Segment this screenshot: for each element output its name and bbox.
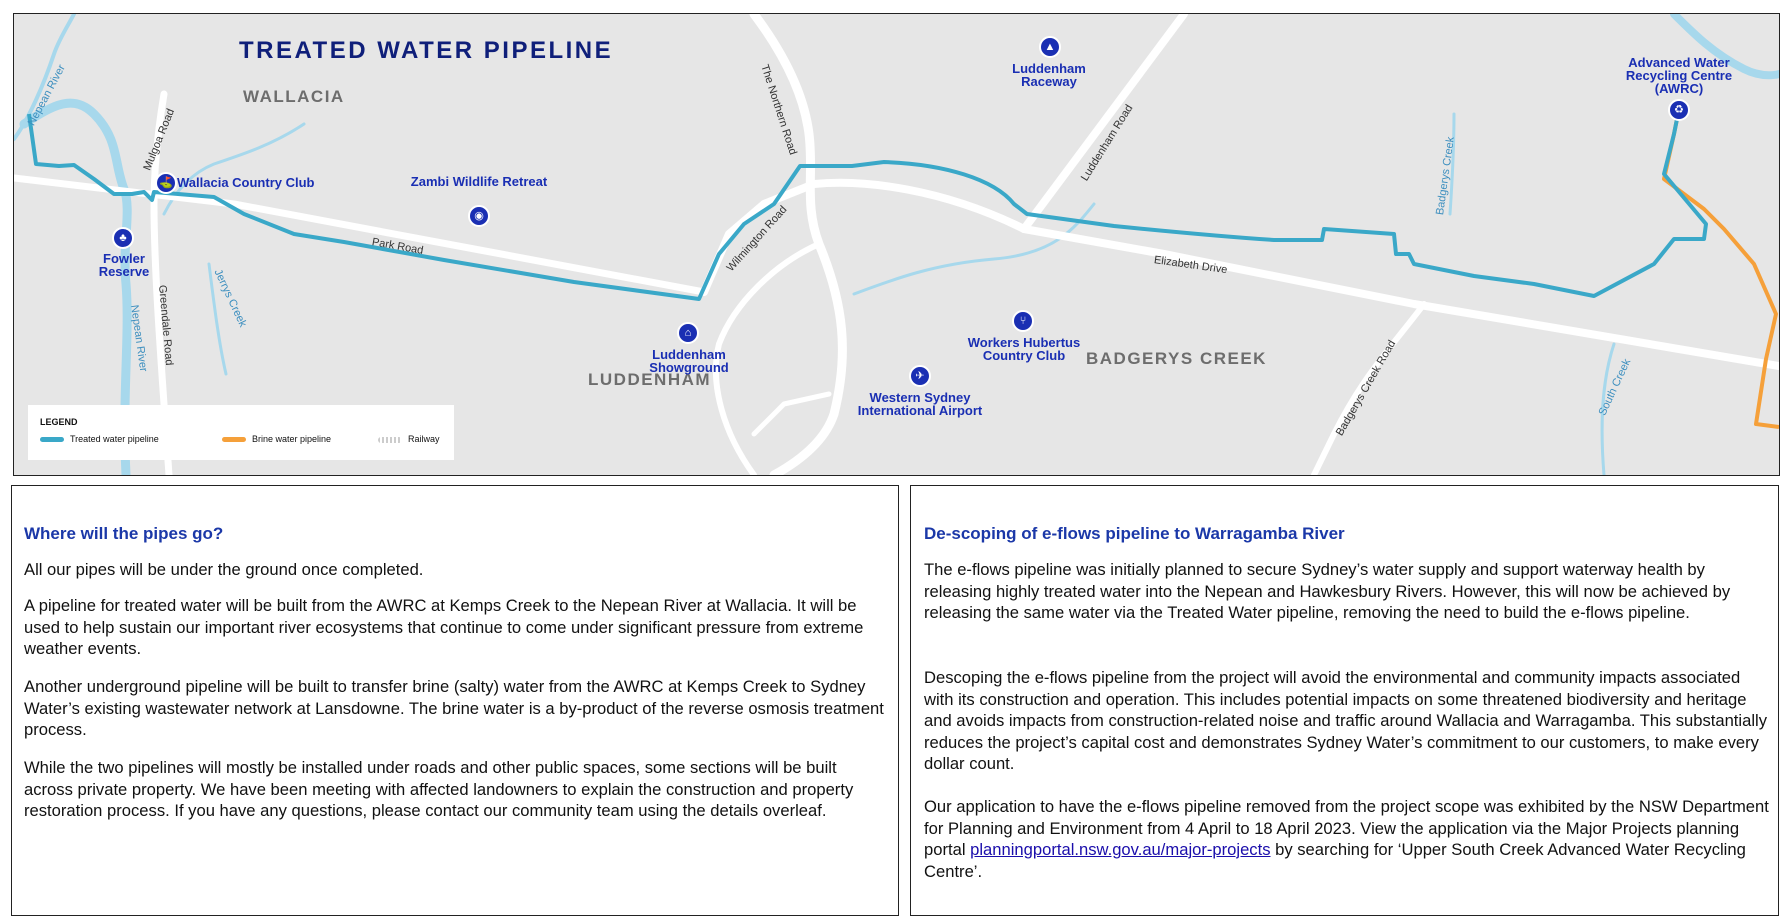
brine-pipeline-route bbox=[1664, 109, 1779, 427]
pipes-paragraph-2: A pipeline for treated water will be built from the AWRC at Kemps Creek to the Nepean River at Wallacia. It will be used to help sustain our important river ecosystems that continue to come under significant pressure from extreme weather events. bbox=[24, 596, 864, 658]
place-label-luddenham-showground: Luddenham Showground bbox=[649, 347, 729, 375]
area-label-wallacia: WALLACIA bbox=[243, 87, 345, 106]
map-legend bbox=[28, 405, 454, 460]
legend-item-railway bbox=[378, 434, 440, 444]
place-label-zambi-wildlife-retreat: Zambi Wildlife Retreat bbox=[410, 174, 548, 189]
road-label-mulgoa: Mulgoa Road bbox=[141, 107, 178, 173]
legend-item-brine bbox=[222, 434, 331, 444]
road-label-greendale: Greendale Road bbox=[156, 284, 176, 366]
pipes-paragraph-1: All our pipes will be under the ground once completed. bbox=[24, 560, 424, 579]
pipes-info-panel bbox=[11, 485, 899, 916]
eflows-paragraph-1: The e-flows pipeline was initially planned to secure Sydney’s water supply and support waterway health by releasing highly treated water into the Nepean and Hawkesbury Rivers. However, this will now be achieved by releasing the same water via the Treated Water pipeline, removing the need to build the e-flows pipeline. bbox=[924, 560, 1731, 622]
legend-label-brine: Brine water pipeline bbox=[252, 434, 332, 444]
legend-label-treated: Treated water pipeline bbox=[70, 434, 159, 444]
creek-label-jerrys: Jerrys Creek bbox=[211, 267, 249, 330]
raceway-icon: ▲ bbox=[1039, 36, 1061, 58]
place-label-awrc: Advanced Water Recycling Centre (AWRC) bbox=[1625, 55, 1733, 96]
airplane-icon: ✈ bbox=[909, 365, 931, 387]
tree-icon: ♣ bbox=[112, 227, 134, 249]
place-label-wallacia-country-club: Wallacia Country Club bbox=[177, 175, 315, 190]
pipes-paragraph-3: Another underground pipeline will be built to transfer brine (salty) water from the AWRC at Kemps Creek to Sydney Water’s existing wastewater network at Lansdowne. The brine water is a by-product of the reverse osmosis treatment process. bbox=[24, 677, 884, 739]
road-label-luddenham: Luddenham Road bbox=[1078, 102, 1136, 184]
legend-title: LEGEND bbox=[40, 417, 78, 427]
eflows-paragraph-3-tail: by searching for ‘Upper South Creek Advanced Water Recycling Centre’. bbox=[924, 840, 1746, 881]
place-label-western-sydney-airport: Western Sydney International Airport bbox=[857, 390, 983, 418]
creek-label-nepean-upper: Nepean River bbox=[25, 62, 68, 128]
eflows-paragraph-2: Descoping the e-flows pipeline from the project will avoid the environmental and community impacts associated with its construction and operation. This includes potential impacts on some threatened biodiversity and heritage and avoids impacts from construction-related noise and traffic around Wallacia and Warragamba. This substantially reduces the project’s capital cost and demonstrates Sydney Water’s commitment to our customers, to make every dollar count. bbox=[924, 668, 1768, 773]
pipes-paragraph-4: While the two pipelines will mostly be installed under roads and other public spaces, some sections will be built across private property. We have been meeting with affected landowners to explain the construction and property restoration process. If you have any questions, please contact our community team using the details overleaf. bbox=[24, 758, 854, 820]
eflows-paragraph-3-text: Our application to have the e-flows pipeline removed from the project scope was exhibited by the NSW Department for Planning and Environment from 4 April to 18 April 2023. View the application via the Major Projects planning portal bbox=[924, 797, 1769, 859]
legend-swatch-brine bbox=[222, 437, 246, 442]
golf-icon: ⛳ bbox=[155, 172, 177, 194]
legend-item-treated bbox=[40, 434, 159, 444]
place-label-fowler-reserve: Fowler Reserve bbox=[98, 251, 150, 279]
place-label-luddenham-raceway: Luddenham Raceway bbox=[1012, 61, 1086, 89]
road-label-northern: The Northern Road bbox=[758, 63, 799, 157]
area-label-luddenham: LUDDENHAM bbox=[588, 370, 712, 389]
place-label-workers-hubertus: Workers Hubertus Country Club bbox=[967, 335, 1081, 363]
wildlife-icon: ◉ bbox=[468, 205, 490, 227]
eflows-paragraph-3 bbox=[924, 796, 1770, 882]
showground-icon: ⌂ bbox=[677, 322, 699, 344]
creek-label-south: South Creek bbox=[1596, 357, 1634, 418]
creek-label-nepean-lower: Nepean River bbox=[128, 304, 150, 373]
road-label-park: Park Road bbox=[370, 236, 425, 257]
legend-swatch-railway bbox=[378, 437, 402, 443]
pipes-heading: Where will the pipes go? bbox=[24, 524, 224, 543]
legend-label-railway: Railway bbox=[408, 434, 440, 444]
road-label-wilmington: Wilmington Road bbox=[724, 203, 790, 275]
map-title: TREATED WATER PIPELINE bbox=[239, 37, 614, 64]
road-label-badgerys-creek: Badgerys Creek Road bbox=[1333, 338, 1399, 438]
recycling-icon: ♻ bbox=[1668, 99, 1690, 121]
legend-swatch-treated bbox=[40, 437, 64, 442]
eflows-info-panel bbox=[910, 485, 1779, 916]
planning-portal-link[interactable]: planningportal.nsw.gov.au/major-projects bbox=[970, 840, 1271, 859]
road-label-elizabeth-drive: Elizabeth Drive bbox=[1153, 254, 1229, 277]
dining-icon: ⑂ bbox=[1012, 310, 1034, 332]
eflows-heading: De-scoping of e-flows pipeline to Warragamba River bbox=[924, 524, 1345, 543]
pipeline-map bbox=[13, 13, 1780, 476]
creek-label-badgerys: Badgerys Creek bbox=[1434, 136, 1457, 216]
area-label-badgerys-creek: BADGERYS CREEK bbox=[1086, 349, 1267, 368]
